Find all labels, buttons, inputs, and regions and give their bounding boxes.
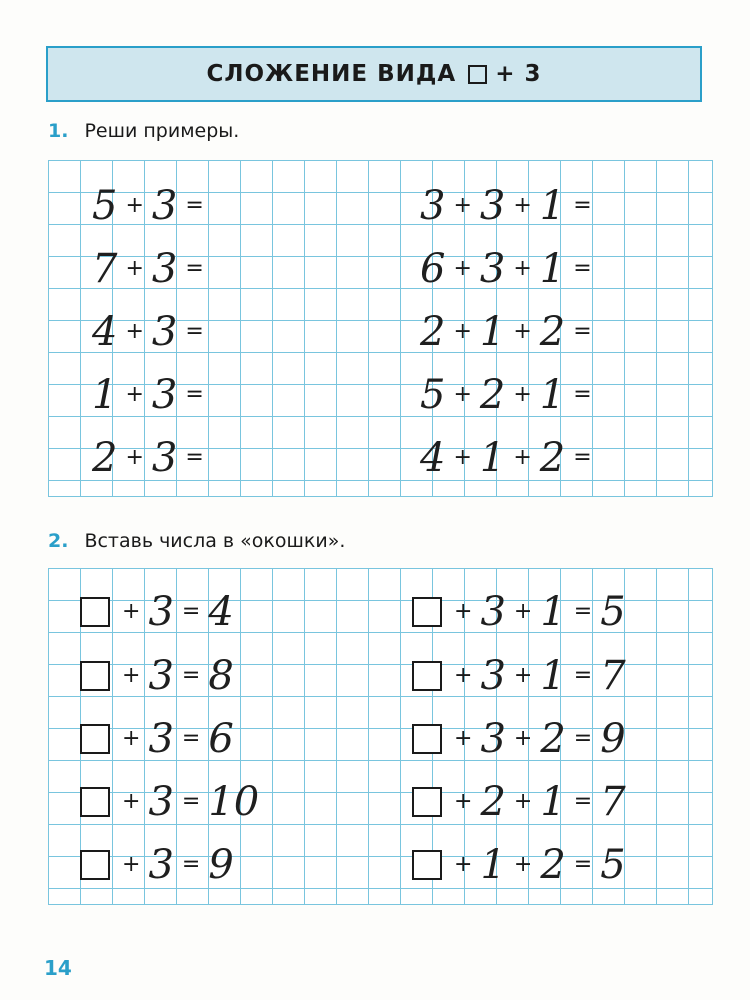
answer-box[interactable] <box>80 724 110 754</box>
plus-sign: + <box>513 852 533 877</box>
answer-box[interactable] <box>80 787 110 817</box>
number: 1 <box>540 653 566 699</box>
task-1-right-row-2 <box>420 245 600 293</box>
plus-sign: + <box>513 319 532 344</box>
plus-sign: + <box>513 256 532 281</box>
equals-sign: = <box>185 319 204 344</box>
task-1-grid <box>48 160 713 497</box>
plus-sign: + <box>513 663 533 688</box>
answer-box[interactable] <box>412 724 442 754</box>
number: 3 <box>151 183 178 229</box>
task-1-instruction: Реши примеры. <box>84 120 240 142</box>
task-1-left-row-5 <box>92 434 212 482</box>
task-2-left-row-5 <box>80 841 234 889</box>
plus-sign: + <box>125 319 144 344</box>
number: 1 <box>479 435 506 481</box>
plus-sign: + <box>125 256 144 281</box>
task-1-right-row-1 <box>420 182 600 230</box>
number: 2 <box>92 435 118 481</box>
equals-sign: = <box>573 256 592 281</box>
answer-box[interactable] <box>412 850 442 880</box>
number: 2 <box>480 779 506 825</box>
page-number: 14 <box>44 956 72 980</box>
number: 3 <box>151 372 178 418</box>
plus-sign: + <box>513 726 533 751</box>
task-2-right-row-2 <box>412 652 626 700</box>
plus-sign: + <box>122 789 141 814</box>
number: 2 <box>539 435 566 481</box>
number: 1 <box>92 372 118 418</box>
equals-sign: = <box>181 852 201 877</box>
number: 7 <box>92 246 118 292</box>
equals-sign: = <box>185 445 204 470</box>
number: 3 <box>148 842 174 888</box>
number: 2 <box>479 372 506 418</box>
equals-sign: = <box>573 445 592 470</box>
answer-box[interactable] <box>80 597 110 627</box>
plus-sign: + <box>125 193 144 218</box>
number: 3 <box>480 653 506 699</box>
task-2-grid <box>48 568 713 905</box>
plus-sign: + <box>453 445 472 470</box>
number: 10 <box>208 779 260 825</box>
task-2-number: 2. <box>48 530 69 552</box>
number: 3 <box>148 589 174 635</box>
number: 5 <box>420 372 446 418</box>
task-1-left-row-2 <box>92 245 212 293</box>
plus-sign: + <box>513 789 533 814</box>
number: 7 <box>600 653 626 699</box>
number: 9 <box>208 842 234 888</box>
number: 1 <box>539 246 566 292</box>
task-1-left-row-4 <box>92 371 212 419</box>
number: 2 <box>420 309 446 355</box>
plus-sign: + <box>454 852 473 877</box>
number: 2 <box>540 842 566 888</box>
number: 3 <box>480 716 506 762</box>
plus-sign: + <box>125 445 144 470</box>
plus-sign: + <box>513 445 532 470</box>
task-2-right-row-1 <box>412 588 626 636</box>
equals-sign: = <box>181 599 201 624</box>
number: 5 <box>92 183 118 229</box>
number: 9 <box>600 716 626 762</box>
number: 4 <box>92 309 118 355</box>
number: 3 <box>420 183 446 229</box>
task-2-left-row-4 <box>80 778 259 826</box>
plus-sign: + <box>513 382 532 407</box>
task-1-right-row-5 <box>420 434 600 482</box>
plus-sign: + <box>453 319 472 344</box>
number: 1 <box>540 779 566 825</box>
plus-sign: + <box>513 193 532 218</box>
task-2-left-row-3 <box>80 715 234 763</box>
plus-sign: + <box>453 193 472 218</box>
number: 1 <box>480 842 506 888</box>
plus-sign: + <box>122 663 141 688</box>
number: 1 <box>539 183 566 229</box>
number: 8 <box>208 653 234 699</box>
answer-box[interactable] <box>412 787 442 817</box>
equals-sign: = <box>181 726 201 751</box>
equals-sign: = <box>573 852 593 877</box>
answer-box[interactable] <box>412 597 442 627</box>
equals-sign: = <box>181 789 201 814</box>
plus-sign: + <box>454 789 473 814</box>
plus-sign: + <box>454 599 473 624</box>
plus-sign: + <box>125 382 144 407</box>
equals-sign: = <box>573 599 593 624</box>
task-1-left-row-3 <box>92 308 212 356</box>
number: 3 <box>151 435 178 481</box>
plus-sign: + <box>454 663 473 688</box>
task-2-right-row-5 <box>412 841 626 889</box>
answer-box[interactable] <box>80 850 110 880</box>
empty-box-icon <box>468 65 487 84</box>
number: 3 <box>479 183 506 229</box>
equals-sign: = <box>573 726 593 751</box>
number: 3 <box>151 309 178 355</box>
number: 6 <box>420 246 446 292</box>
equals-sign: = <box>573 382 592 407</box>
equals-sign: = <box>185 193 204 218</box>
title-text: СЛОЖЕНИЕ ВИДА <box>206 61 457 87</box>
plus-sign: + <box>122 852 141 877</box>
number: 5 <box>600 589 626 635</box>
plus-sign: + <box>453 382 472 407</box>
number: 2 <box>540 716 566 762</box>
task-1-left-row-1 <box>92 182 212 230</box>
equals-sign: = <box>185 382 204 407</box>
number: 3 <box>148 653 174 699</box>
number: 4 <box>208 589 234 635</box>
answer-box[interactable] <box>412 661 442 691</box>
task-1-right-row-4 <box>420 371 600 419</box>
plus-sign: + <box>122 599 141 624</box>
number: 5 <box>600 842 626 888</box>
number: 6 <box>208 716 234 762</box>
number: 3 <box>148 716 174 762</box>
plus-sign: + <box>513 599 533 624</box>
equals-sign: = <box>573 789 593 814</box>
number: 2 <box>539 309 566 355</box>
task-2-left-row-2 <box>80 652 234 700</box>
page-title <box>46 46 702 102</box>
number: 1 <box>479 309 506 355</box>
task-2-left-row-1 <box>80 588 234 636</box>
number: 7 <box>600 779 626 825</box>
plus-sign: + <box>454 726 473 751</box>
title-suffix: + 3 <box>495 61 542 87</box>
task-2-right-row-3 <box>412 715 626 763</box>
number: 1 <box>540 589 566 635</box>
equals-sign: = <box>573 319 592 344</box>
number: 3 <box>479 246 506 292</box>
number: 1 <box>539 372 566 418</box>
answer-box[interactable] <box>80 661 110 691</box>
equals-sign: = <box>181 663 201 688</box>
number: 3 <box>151 246 178 292</box>
plus-sign: + <box>453 256 472 281</box>
number: 3 <box>148 779 174 825</box>
number: 3 <box>480 589 506 635</box>
plus-sign: + <box>122 726 141 751</box>
task-2-right-row-4 <box>412 778 626 826</box>
equals-sign: = <box>185 256 204 281</box>
equals-sign: = <box>573 663 593 688</box>
task-2-instruction: Вставь числа в «окошки». <box>84 530 346 552</box>
equals-sign: = <box>573 193 592 218</box>
task-2-heading <box>48 530 345 552</box>
task-1-number: 1. <box>48 120 69 142</box>
number: 4 <box>420 435 446 481</box>
task-1-heading <box>48 120 239 142</box>
task-1-right-row-3 <box>420 308 600 356</box>
